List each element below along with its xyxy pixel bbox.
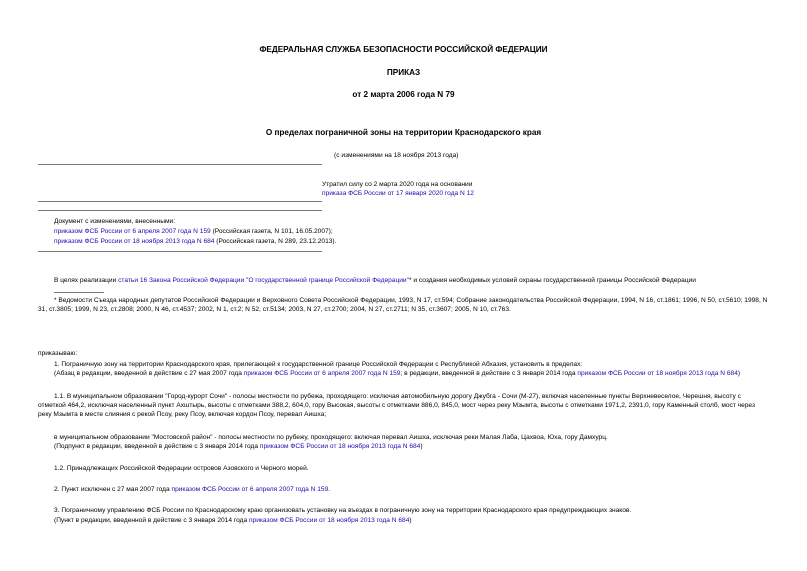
repeal-link[interactable]: приказа ФСБ России от 17 января 2020 года N 12 [322, 190, 474, 197]
divider [38, 164, 322, 165]
divider [38, 201, 322, 202]
note-text: (Абзац в редакции, введенной в действие с 27 мая 2007 года [54, 370, 244, 377]
order-link[interactable]: приказом ФСБ России от 18 ноября 2013 года N 684 [577, 370, 738, 377]
order-link[interactable]: приказом ФСБ России от 18 ноября 2013 года N 684 [248, 517, 410, 524]
preamble-text: * и создания необходимых условий охраны государственной границы Российской Федерации [408, 277, 696, 284]
paragraph-3: 3. Пограничному управлению ФСБ России по Краснодарскому краю организовать установку на въездах в пограничную зону на территории Краснодарского края предупреждающих знаков. [54, 507, 632, 514]
paragraph-3-note [54, 516, 412, 525]
divider [38, 251, 322, 252]
change-item [54, 237, 336, 246]
change-source: (Российская газета, N 101, 16.05.2007); [210, 228, 333, 235]
order-link[interactable]: приказом ФСБ России от 6 апреля 2007 года N 159 [171, 486, 329, 493]
paragraph-1-1-note [54, 442, 423, 451]
paragraph-1-2: 1.2. Принадлежащих Российской Федерации островов Азовского и Черного морей. [54, 465, 309, 472]
change-item [54, 227, 333, 236]
doc-type: ПРИКАЗ [386, 68, 421, 77]
doc-title: О пределах пограничной зоны на территории Краснодарского края [265, 128, 542, 137]
note-text: (Подпункт в редакции, введенной в действие с 3 января 2014 года [54, 443, 260, 450]
paragraph-text: 2. Пункт исключен с 27 мая 2007 года [54, 486, 172, 493]
paragraph-1-1: 1.1. В муниципальном образовании "Город-курорт Сочи" - полосы местности по рубежа, проходящего: исключая автомобильную дорогу Джубга - Сочи (М-27), включая населенные пункты Верхневеселое, Черешня, высоту с отметкой 464,2, исключая населенный пункт Ахштырь, высоты с отметками 388,2, 604,0, гору Высокая, высоты с отметками 886,0, 845,0, мост через реку Мзымта, высоты с отметками 1971,2, 2391,0, гору Каменный столб, мост через реку Мзымта в месте слияния с рекой Псоу, реку Псоу, включая кордон Псоу, перевал Аишха; [38, 393, 755, 418]
orders-label: приказываю: [38, 350, 78, 357]
footnote-divider [54, 292, 104, 293]
note-text: ) [420, 443, 423, 450]
change-source: (Российская газета, N 289, 23.12.2013). [214, 238, 337, 245]
change-link[interactable]: приказом ФСБ России от 6 апреля 2007 года N 159 [54, 228, 211, 235]
divider [38, 210, 322, 211]
footnote: * Ведомости Съезда народных депутатов Российской Федерации и Верховного Совета Российской Федерации, 1993, N 17, ст.594; Собрание законодательства Российской Федерации, 1994, N 16, ст.1861; 1996, N 50, ст.5610; 1998, N 31, ст.3805; 1999, N 23, ст.2808; 2000, N 46, ст.4537; 2002, N 1, ст.2; N 52, ст.5134; 2003, N 27, ст.2700; 2004, N 27, ст.2711; N 35, ст.3607; 2005, N 10, ст.763. [38, 297, 768, 313]
paragraph-1-note [38, 369, 770, 378]
paragraph-1: 1. Пограничную зону на территории Краснодарского края, прилегающей к государственной границе Российской Федерации с Республикой Абхазия, установить в пределах: [54, 361, 583, 368]
law-link[interactable]: статьи 16 Закона Российской Федерации "О государственной границе Российской Федерации" [118, 277, 409, 284]
doc-date: от 2 марта 2006 года N 79 [352, 90, 455, 99]
paragraph-1-1-b: в муниципальном образовании "Мостовской район" - полосы местности по рубежу, проходящего: включая перевал Аишха, исключая реки Малая Лаба, Цахвоа, Юха, гору Дамхурц. [54, 434, 608, 441]
amendments-note: (с изменениями на 18 ноября 2013 года) [334, 152, 459, 159]
order-link[interactable]: приказом ФСБ России от 6 апреля 2007 года N 159 [243, 370, 401, 377]
repeal-note: Утратил силу со 2 марта 2020 года на основании [322, 181, 473, 188]
agency-name: ФЕДЕРАЛЬНАЯ СЛУЖБА БЕЗОПАСНОСТИ РОССИЙСКОЙ ФЕДЕРАЦИИ [259, 45, 548, 54]
preamble-text: В целях реализации [54, 277, 119, 284]
preamble [54, 276, 696, 285]
paragraph-text: . [328, 486, 331, 493]
note-text: ) [737, 370, 741, 377]
paragraph-2 [54, 485, 330, 494]
note-text: (Пункт в редакции, введенной в действие с 3 января 2014 года [54, 517, 249, 524]
changes-label: Документ с изменениями, внесенными: [54, 218, 176, 225]
note-text: ; в редакции, введенной в действие с 3 января 2014 года [400, 370, 578, 377]
note-text: ) [409, 517, 412, 524]
change-link[interactable]: приказом ФСБ России от 18 ноября 2013 года N 684 [54, 238, 215, 245]
order-link[interactable]: приказом ФСБ России от 18 ноября 2013 года N 684 [259, 443, 421, 450]
